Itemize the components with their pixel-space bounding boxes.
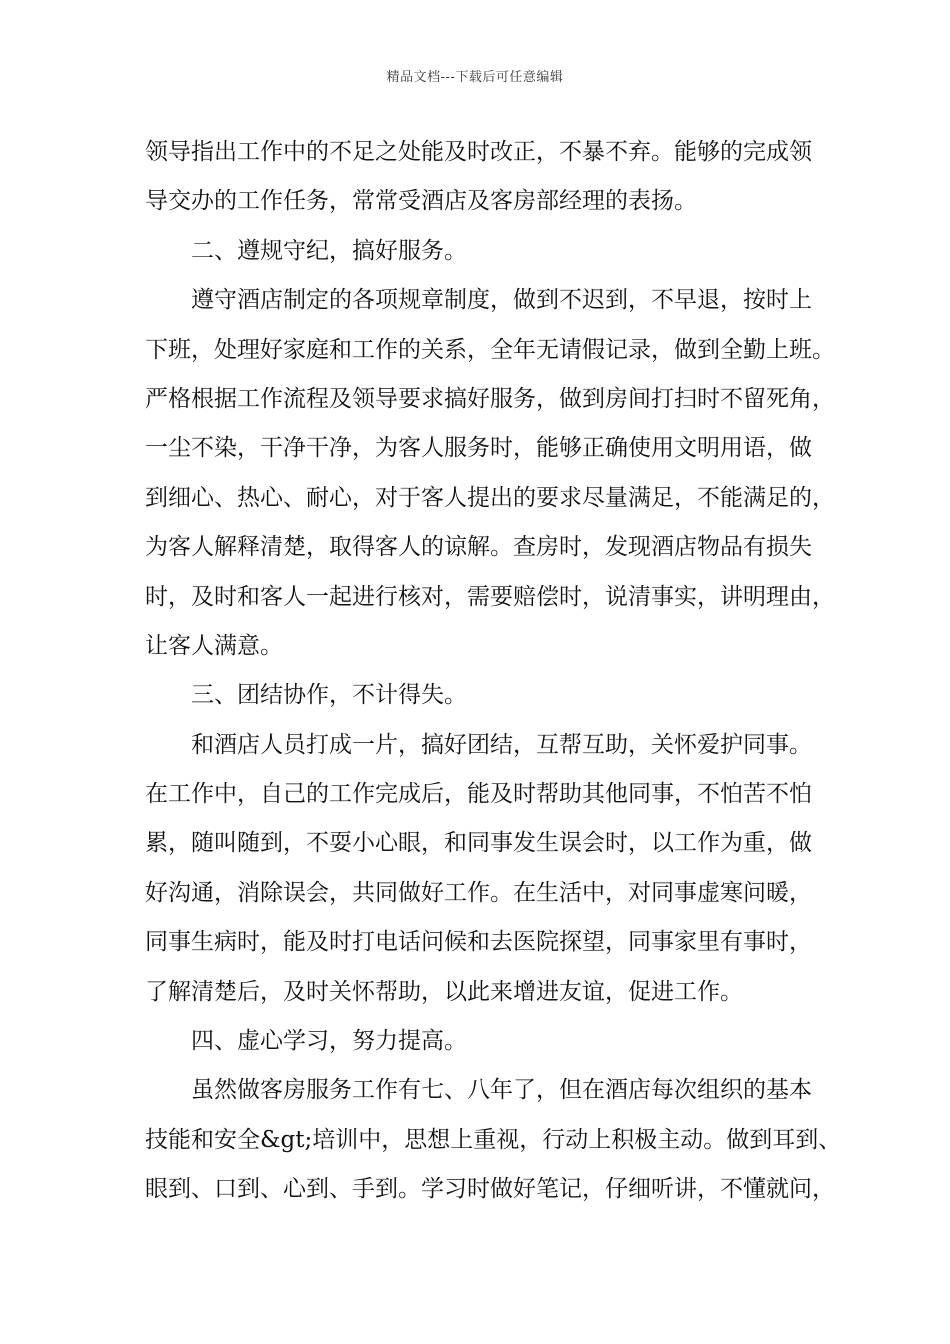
text-line: 眼到、口到、心到、手到。学习时做好笔记，仔细听讲，不懂就问， (145, 1176, 835, 1203)
text-line: 让客人满意。 (145, 632, 283, 659)
text-line: 为客人解释清楚，取得客人的谅解。查房时，发现酒店物品有损失 (145, 534, 812, 561)
text-line: 遵守酒店制定的各项规章制度，做到不迟到，不早退，按时上 (191, 287, 812, 314)
text-line: 导交办的工作任务，常常受酒店及客房部经理的表扬。 (145, 188, 697, 215)
text-line: 和酒店人员打成一片，搞好团结，互帮互助，关怀爱护同事。 (191, 731, 812, 758)
text-line: 二、遵规守纪，搞好服务。 (191, 237, 467, 264)
document-body (145, 128, 842, 1215)
text-line: 时，及时和客人一起进行核对，需要赔偿时，说清事实，讲明理由， (145, 583, 835, 610)
text-line: 到细心、热心、耐心，对于客人提出的要求尽量满足，不能满足的， (145, 484, 835, 511)
text-line: 三、团结协作，不计得失。 (191, 682, 467, 709)
text-line: 技能和安全&gt;培训中，思想上重视，行动上积极主动。做到耳到、 (145, 1126, 842, 1153)
text-line: 下班，处理好家庭和工作的关系，全年无请假记录，做到全勤上班。 (145, 336, 835, 363)
text-line: 一尘不染，干净干净，为客人服务时，能够正确使用文明用语，做 (145, 435, 812, 462)
text-line: 严格根据工作流程及领导要求搞好服务，做到房间打扫时不留死角， (145, 385, 835, 412)
text-line: 好沟通，消除误会，共同做好工作。在生活中，对同事虚寒问暖， (145, 879, 812, 906)
text-line: 四、虚心学习，努力提高。 (191, 1028, 467, 1055)
text-line: 虽然做客房服务工作有七、八年了，但在酒店每次组织的基本 (191, 1077, 812, 1104)
text-line: 累，随叫随到，不耍小心眼，和同事发生误会时，以工作为重，做 (145, 830, 812, 857)
page-header: 精品文档---下载后可任意编辑 (386, 70, 564, 85)
text-line: 同事生病时，能及时打电话问候和去医院探望，同事家里有事时， (145, 929, 812, 956)
text-line: 在工作中，自己的工作完成后，能及时帮助其他同事，不怕苦不怕 (145, 781, 812, 808)
text-line: 了解清楚后，及时关怀帮助，以此来增进友谊，促进工作。 (145, 978, 743, 1005)
text-line: 领导指出工作中的不足之处能及时改正，不暴不弃。能够的完成领 (145, 139, 812, 165)
